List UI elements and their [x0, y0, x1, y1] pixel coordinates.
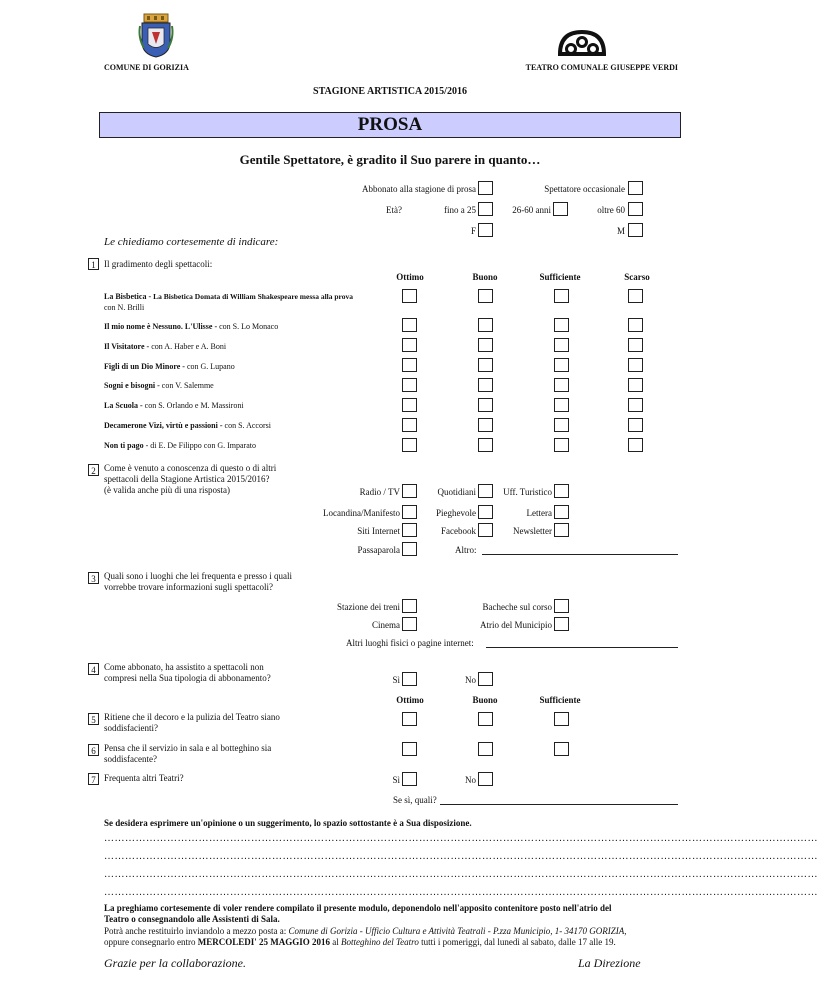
q7-no-checkbox[interactable] [478, 772, 493, 786]
opt-altro-field[interactable] [482, 554, 678, 555]
q4-rating-ottimo: Ottimo [396, 695, 424, 705]
abbonato-label: Abbonato alla stagione di prosa [362, 184, 476, 194]
q2-text-1: Come è venuto a conoscenza di questo o di altri [104, 463, 277, 473]
show-7-ottimo-checkbox[interactable] [402, 418, 417, 432]
opt-radio-label: Radio / TV [359, 487, 400, 497]
show-6-sufficiente-checkbox[interactable] [554, 398, 569, 412]
opt-altri-field[interactable] [486, 647, 678, 648]
show-title: La Scuola - con S. Orlando e M. Massironi [104, 401, 244, 410]
q2-number: 2 [88, 464, 99, 476]
greeting: Gentile Spettatore, è gradito il Suo parere in quanto… [239, 152, 541, 167]
q2-text-2: spettacoli della Stagione Artistica 2015/2016? [104, 474, 270, 484]
show-2-scarso-checkbox[interactable] [628, 318, 643, 332]
opt-stazione-label: Stazione dei treni [337, 602, 400, 612]
anni2660-checkbox[interactable] [553, 202, 568, 216]
f-checkbox[interactable] [478, 223, 493, 237]
opt-cinema-label: Cinema [372, 620, 400, 630]
q4-no-checkbox[interactable] [478, 672, 493, 686]
opt-radio-checkbox[interactable] [402, 484, 417, 498]
q4-si-checkbox[interactable] [402, 672, 417, 686]
show-3-buono-checkbox[interactable] [478, 338, 493, 352]
show-2-buono-checkbox[interactable] [478, 318, 493, 332]
opt-locandina-label: Locandina/Manifesto [323, 508, 400, 518]
opt-lettera-label: Lettera [526, 508, 552, 518]
oltre60-checkbox[interactable] [628, 202, 643, 216]
q5-sufficiente-checkbox[interactable] [554, 712, 569, 726]
show-7-scarso-checkbox[interactable] [628, 418, 643, 432]
show-1-sufficiente-checkbox[interactable] [554, 289, 569, 303]
show-4-sufficiente-checkbox[interactable] [554, 358, 569, 372]
q5-buono-checkbox[interactable] [478, 712, 493, 726]
q7-quali-field[interactable] [440, 804, 678, 805]
opt-altro-label: Altro: [455, 545, 477, 555]
comune-crest-icon [138, 14, 174, 58]
q6-buono-checkbox[interactable] [478, 742, 493, 756]
show-4-ottimo-checkbox[interactable] [402, 358, 417, 372]
show-8-ottimo-checkbox[interactable] [402, 438, 417, 452]
q3-text-2: vorrebbe trovare informazioni sugli spettacoli? [104, 582, 273, 592]
q4-number: 4 [88, 663, 99, 675]
q6-text-1: Pensa che il servizio in sala e al botteghino sia [104, 743, 272, 753]
opinion-line-1[interactable]: …………………………………………………………………………………………………………………………………………………………………………………… [104, 833, 818, 844]
show-3-scarso-checkbox[interactable] [628, 338, 643, 352]
q4-text-1: Come abbonato, ha assistito a spettacoli non [104, 662, 264, 672]
opt-atrio-checkbox[interactable] [554, 617, 569, 631]
q3-text-1: Quali sono i luoghi che lei frequenta e presso i quali [104, 571, 292, 581]
show-5-ottimo-checkbox[interactable] [402, 378, 417, 392]
show-5-scarso-checkbox[interactable] [628, 378, 643, 392]
footer-p3: Potrà anche restituirlo inviandolo a mezzo posta a: Comune di Gorizia - Ufficio Cultura e Attività Teatrali - P.zza Municipio, 1- 34170 GORIZIA, [104, 926, 627, 936]
show-4-buono-checkbox[interactable] [478, 358, 493, 372]
show-8-scarso-checkbox[interactable] [628, 438, 643, 452]
show-6-scarso-checkbox[interactable] [628, 398, 643, 412]
thanks-text: Grazie per la collaborazione. [104, 956, 246, 970]
opinion-line-2[interactable]: …………………………………………………………………………………………………………………………………………………………………………………… [104, 851, 818, 862]
opt-uff-checkbox[interactable] [554, 484, 569, 498]
show-1-buono-checkbox[interactable] [478, 289, 493, 303]
q1-text: Il gradimento degli spettacoli: [104, 259, 213, 269]
q6-ottimo-checkbox[interactable] [402, 742, 417, 756]
q5-number: 5 [88, 713, 99, 725]
show-7-sufficiente-checkbox[interactable] [554, 418, 569, 432]
q4-si-label: Sì [392, 675, 400, 685]
occasionale-checkbox[interactable] [628, 181, 643, 195]
q3-number: 3 [88, 572, 99, 584]
q5-text-2: soddisfacienti? [104, 723, 158, 733]
show-title: Il Visitatore - con A. Haber e A. Boni [104, 342, 227, 351]
show-1-ottimo-checkbox[interactable] [402, 289, 417, 303]
q6-text-2: soddisfacente? [104, 754, 157, 764]
q1-rating-sufficiente: Sufficiente [539, 272, 581, 282]
opt-cinema-checkbox[interactable] [402, 617, 417, 631]
show-title: Non ti pago - di E. De Filippo con G. Imparato [104, 441, 256, 450]
q7-no-label: No [465, 775, 476, 785]
teatro-label: TEATRO COMUNALE GIUSEPPE VERDI [525, 63, 678, 72]
show-4-scarso-checkbox[interactable] [628, 358, 643, 372]
show-title: La Bisbetica - La Bisbetica Domata di William Shakespeare messa alla prova [104, 292, 353, 301]
show-6-ottimo-checkbox[interactable] [402, 398, 417, 412]
q5-ottimo-checkbox[interactable] [402, 712, 417, 726]
q6-sufficiente-checkbox[interactable] [554, 742, 569, 756]
show-title: Il mio nome è Nessuno. L'Ulisse - con S. Lo Monaco [104, 322, 279, 331]
q5-text-1: Ritiene che il decoro e la pulizia del Teatro siano [104, 712, 280, 722]
show-title: Decamerone Vizi, virtù e passioni - con S. Accorsi [104, 421, 271, 430]
opt-uff-label: Uff. Turistico [503, 487, 552, 497]
opt-altri-label: Altri luoghi fisici o pagine internet: [346, 638, 474, 648]
q7-text: Frequenta altri Teatri? [104, 773, 184, 783]
f-label: F [470, 226, 476, 236]
opt-newsletter-label: Newsletter [513, 526, 552, 536]
anni2660-label: 26-60 anni [512, 205, 551, 215]
intro-text: Le chiediamo cortesemente di indicare: [104, 236, 279, 248]
show-6-buono-checkbox[interactable] [478, 398, 493, 412]
opt-facebook-label: Facebook [441, 526, 476, 536]
q4-rating-buono: Buono [472, 695, 498, 705]
footer-p2: Teatro o consegnandolo alle Assistenti di Sala. [104, 914, 280, 924]
q2-text-3: (è valida anche più di una risposta) [104, 485, 230, 495]
show-8-sufficiente-checkbox[interactable] [554, 438, 569, 452]
q6-number: 6 [88, 744, 99, 756]
eta-label: Età? [386, 205, 402, 215]
show-2-sufficiente-checkbox[interactable] [554, 318, 569, 332]
fino25-checkbox[interactable] [478, 202, 493, 216]
opt-bacheche-label: Bacheche sul corso [482, 602, 552, 612]
show-8-buono-checkbox[interactable] [478, 438, 493, 452]
opinion-line-3[interactable]: …………………………………………………………………………………………………………………………………………………………………………………… [104, 869, 818, 880]
q7-si-label: Sì [392, 775, 400, 785]
opt-bacheche-checkbox[interactable] [554, 599, 569, 613]
opt-lettera-checkbox[interactable] [554, 505, 569, 519]
q7-number: 7 [88, 773, 99, 785]
signature-text: La Direzione [578, 956, 641, 970]
q7-quali-label: Se sì, quali? [393, 795, 437, 805]
opinion-heading: Se desidera esprimere un'opinione o un suggerimento, lo spazio sottostante è a Sua disposizione. [104, 818, 472, 828]
abbonato-checkbox[interactable] [478, 181, 493, 195]
m-checkbox[interactable] [628, 223, 643, 237]
show-title: Figli di un Dio Minore - con G. Lupano [104, 362, 235, 371]
opt-stazione-checkbox[interactable] [402, 599, 417, 613]
teatro-logo-icon [556, 28, 608, 58]
m-label: M [616, 226, 625, 236]
fino25-label: fino a 25 [444, 205, 476, 215]
q1-rating-ottimo: Ottimo [396, 272, 424, 282]
oltre60-label: oltre 60 [597, 205, 625, 215]
opt-pieghevole-checkbox[interactable] [478, 505, 493, 519]
opt-pieghevole-label: Pieghevole [436, 508, 476, 518]
show-5-buono-checkbox[interactable] [478, 378, 493, 392]
season-title: STAGIONE ARTISTICA 2015/2016 [313, 86, 467, 97]
prosa-banner: PROSA [99, 112, 681, 138]
q4-text-2: compresi nella Sua tipologia di abbonamento? [104, 673, 271, 683]
show-3-sufficiente-checkbox[interactable] [554, 338, 569, 352]
q1-number: 1 [88, 258, 99, 270]
footer-p1: La preghiamo cortesemente di voler rendere compilato il presente modulo, deponendolo nell'apposito contenitore posto nell'atrio del [104, 903, 612, 913]
opt-passaparola-label: Passaparola [357, 545, 400, 555]
q7-si-checkbox[interactable] [402, 772, 417, 786]
show-title: Sogni e bisogni - con V. Salemme [104, 381, 214, 390]
opt-siti-label: Siti Internet [357, 526, 400, 536]
opt-passaparola-checkbox[interactable] [402, 542, 417, 556]
footer-p4: oppure consegnarlo entro MERCOLEDI' 25 MAGGIO 2016 al Botteghino del Teatro tutti i pomeriggi, dal lunedì al sabato, dalle 17 alle 19. [104, 937, 616, 947]
opt-quotidiani-label: Quotidiani [437, 487, 476, 497]
q1-rating-buono: Buono [472, 272, 498, 282]
q4-no-label: No [465, 675, 476, 685]
q4-rating-sufficiente: Sufficiente [539, 695, 581, 705]
opinion-line-4[interactable]: …………………………………………………………………………………………………………………………………………………………………………………… [104, 887, 818, 898]
show-2-ottimo-checkbox[interactable] [402, 318, 417, 332]
occasionale-label: Spettatore occasionale [544, 184, 625, 194]
show-3-ottimo-checkbox[interactable] [402, 338, 417, 352]
opt-atrio-label: Atrio del Municipio [480, 620, 552, 630]
show-detail: con N. Brilli [104, 303, 145, 312]
comune-label: COMUNE DI GORIZIA [104, 63, 189, 72]
opt-newsletter-checkbox[interactable] [554, 523, 569, 537]
show-1-scarso-checkbox[interactable] [628, 289, 643, 303]
show-5-sufficiente-checkbox[interactable] [554, 378, 569, 392]
q1-rating-scarso: Scarso [624, 272, 650, 282]
show-7-buono-checkbox[interactable] [478, 418, 493, 432]
